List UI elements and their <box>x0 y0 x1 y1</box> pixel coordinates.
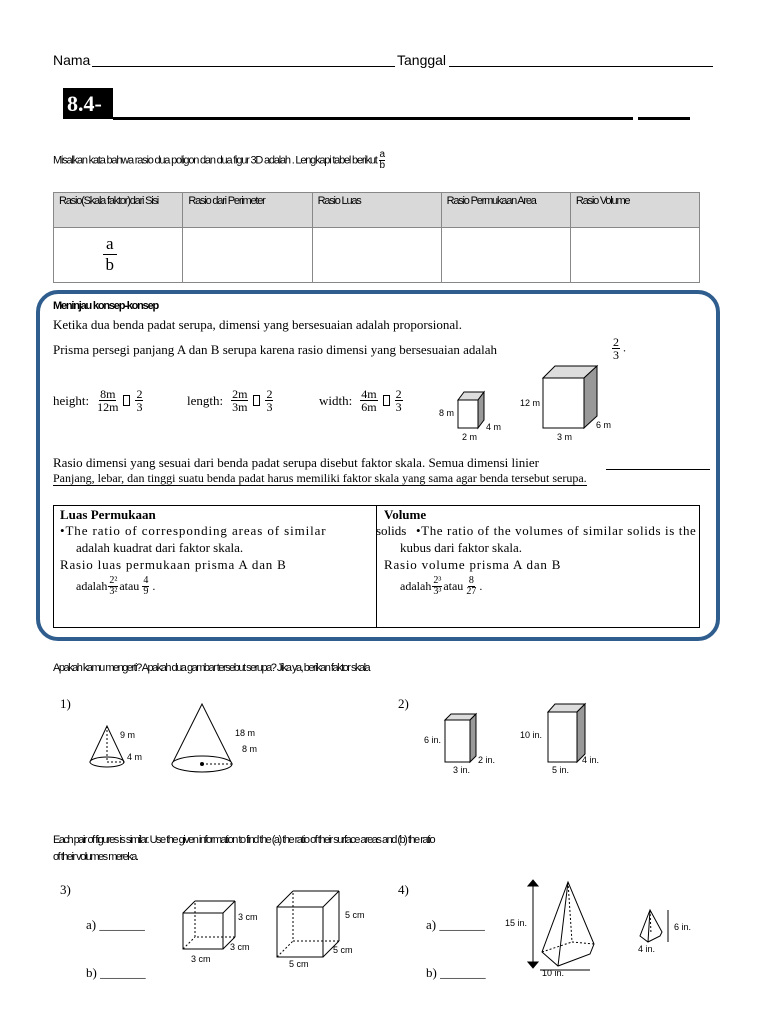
length-num: 2m <box>232 387 248 401</box>
height-label: height: <box>53 392 90 408</box>
problem3-b[interactable]: b) _______ <box>86 965 146 980</box>
cell-volume[interactable] <box>570 228 699 283</box>
luas-atau: atau <box>119 579 140 593</box>
cell-perimeter[interactable] <box>183 228 312 283</box>
pyramids-figure <box>500 876 730 981</box>
equals-box <box>253 395 260 406</box>
volume-atau: atau <box>443 579 464 593</box>
section2-instruction: Apakah kamu mengerti? Apakah dua gambar tersebut serupa? Jika ya, berikan faktor skala <box>53 662 370 674</box>
volume-title: Volume <box>384 507 427 522</box>
small-pyramid <box>640 910 668 942</box>
big-cone <box>172 704 257 772</box>
date-label: Tanggal <box>397 52 447 68</box>
big-pyramid-h: 15 in. <box>505 918 528 928</box>
width-ratio <box>319 388 406 413</box>
luas-frac-b <box>142 576 149 597</box>
concept-line1: Ketika dua benda padat serupa, dimensi yang bersesuaian adalah proporsional. <box>53 317 462 332</box>
cell-surface-area[interactable] <box>441 228 570 283</box>
small-cube <box>183 901 235 949</box>
ab-num: a <box>103 234 117 255</box>
length-fraction <box>231 388 248 413</box>
scale-factor-line2 <box>53 471 587 486</box>
name-label: Nama <box>53 52 91 68</box>
volume-line3: Rasio volume prisma A dan B <box>384 557 562 572</box>
ratio-den: 3 <box>613 348 619 362</box>
small-cone-slant: 9 m <box>120 730 136 740</box>
length-label: length: <box>187 392 224 408</box>
problem1-label: 1) <box>60 696 71 711</box>
height-den: 12m <box>97 400 119 414</box>
section3-instruction-line1: Each pair of figures is similar. Use the given information to find the (a) the ratio of their surface areas and (b) the ratio <box>53 834 435 846</box>
concept-ratio <box>612 336 626 361</box>
luas-result: adalah $\frac{\text{2²}}{\text{3²}}$ atau $\frac{4}{9}$ . <box>76 575 156 597</box>
length-result <box>265 388 273 413</box>
volume-result: adalah $\frac{\text{2³}}{\text{3³}}$ atau $\frac{8}{27}$ . <box>400 575 483 597</box>
volume-line1b: •The ratio of the volumes of similar solids is the <box>416 523 697 538</box>
small-pyramid-w: 4 in. <box>638 944 656 954</box>
intro-fraction <box>379 150 385 171</box>
small-cube-d: 3 cm <box>230 942 250 952</box>
volume-frac-a-num: 2³ <box>433 575 442 586</box>
big-cone-slant: 18 m <box>235 728 256 738</box>
prism-b <box>520 704 599 775</box>
volume-line1a: solids <box>376 523 407 538</box>
equals-box <box>383 395 390 406</box>
ratio-num: 2 <box>613 335 619 349</box>
big-cube-h: 5 cm <box>345 910 365 920</box>
small-prism-d: 4 m <box>486 422 502 432</box>
ratio-table <box>53 192 700 283</box>
small-cube-h: 3 cm <box>238 912 258 922</box>
volume-frac-b <box>466 576 476 597</box>
width-result-den: 3 <box>395 400 402 414</box>
ab-den: b <box>105 255 115 274</box>
big-prism-d: 6 m <box>596 420 612 430</box>
problem3-a[interactable]: a) _______ <box>86 917 145 932</box>
header-area: Rasio Luas <box>312 193 441 228</box>
header-volume: Rasio Volume <box>570 193 699 228</box>
small-cube-w: 3 cm <box>191 954 211 964</box>
problem4-a[interactable]: a) _______ <box>426 917 485 932</box>
problem2-label: 2) <box>398 696 409 711</box>
ratio-fraction <box>612 336 620 361</box>
title-blank-short[interactable] <box>638 117 690 120</box>
prism-b-d: 4 in. <box>582 755 600 765</box>
length-den: 3m <box>232 400 248 414</box>
small-prism-w: 2 m <box>462 432 478 442</box>
luas-line3: Rasio luas permukaan prisma A dan B <box>60 557 287 572</box>
big-pyramid <box>528 880 594 970</box>
width-result-num: 2 <box>395 387 402 401</box>
intro-frac-den: b <box>379 160 384 171</box>
prisms-figure <box>430 360 630 445</box>
luas-line1: •The ratio of corresponding areas of similar <box>60 523 327 538</box>
luas-title: Luas Permukaan <box>60 507 156 522</box>
ratio-table-header-row <box>54 193 700 228</box>
instructions-intro <box>53 150 385 171</box>
section3-instruction-line2: of their volumes mereka. <box>53 851 138 863</box>
height-ratio <box>53 388 146 413</box>
title-blank[interactable] <box>113 117 633 120</box>
height-result-num: 2 <box>136 387 143 401</box>
volume-frac-b-den: 27 <box>466 586 477 597</box>
problem3-label: 3) <box>60 882 71 897</box>
prism-a-d: 2 in. <box>478 755 496 765</box>
ratio-table-row <box>54 228 700 283</box>
small-cone-r: 4 m <box>127 752 143 762</box>
prisms2-figure <box>420 700 620 780</box>
intro-text: Misalkan kata bahwa rasio dua poligon dan dua figur 3D adalah . Lengkapi tabel berikut <box>53 154 377 167</box>
luas-line2: adalah kuadrat dari faktor skala. <box>76 540 244 555</box>
big-cube-w: 5 cm <box>289 959 309 969</box>
prism-b-w: 5 in. <box>552 765 570 775</box>
luas-frac-a-den: 3² <box>109 586 118 597</box>
luas-frac-b-den: 9 <box>143 586 149 597</box>
ratio-period: . <box>623 340 626 355</box>
concept-line2: Prisma persegi panjang A dan B serupa karena rasio dimensi yang bersesuaian adalah <box>53 342 498 357</box>
length-ratio <box>187 388 276 413</box>
concept-heading: Meninjau konsep-konsep <box>53 300 159 312</box>
problem4-b[interactable]: b) _______ <box>426 965 486 980</box>
prism-a <box>424 714 495 775</box>
prism-a-h: 6 in. <box>424 735 442 745</box>
big-cube-d: 5 cm <box>333 945 353 955</box>
cubes-figure <box>175 885 375 970</box>
prism-b-h: 10 in. <box>520 730 543 740</box>
date-blank[interactable] <box>449 66 713 67</box>
header-scale-factor: Rasio(Skala faktor)dari Sisi <box>54 193 183 228</box>
length-result-num: 2 <box>266 387 273 401</box>
volume-adalah: adalah <box>400 579 432 593</box>
scale-blank[interactable] <box>606 469 710 470</box>
name-blank[interactable] <box>92 66 395 67</box>
width-fraction <box>360 388 377 413</box>
length-result-den: 3 <box>266 400 273 414</box>
luas-frac-a-num: 2² <box>109 575 118 586</box>
prism-a-w: 3 in. <box>453 765 471 775</box>
cell-area[interactable] <box>312 228 441 283</box>
equals-box <box>123 395 130 406</box>
height-fraction <box>97 388 118 413</box>
height-num: 8m <box>100 387 116 401</box>
luas-frac-b-num: 4 <box>143 575 149 586</box>
big-prism-w: 3 m <box>557 432 573 442</box>
intro-frac-num: a <box>379 149 384 160</box>
problem4-label: 4) <box>398 882 409 897</box>
volume-frac-a-den: 3³ <box>433 586 442 597</box>
volume-line2: kubus dari faktor skala. <box>400 540 523 555</box>
width-den: 6m <box>361 400 377 414</box>
big-prism <box>520 366 611 442</box>
cell-scale-factor <box>54 228 183 283</box>
big-pyramid-w: 10 in. <box>542 968 565 978</box>
small-prism <box>439 392 501 442</box>
scale-line2-text: Panjang, lebar, dan tinggi suatu benda padat harus memiliki faktor skala yang sama agar benda tersebut serupa. <box>53 471 587 485</box>
height-result <box>135 388 143 413</box>
luas-frac-a <box>108 576 118 597</box>
header-surface-area: Rasio Permukaan Area <box>441 193 570 228</box>
scale-factor-line1: Rasio dimensi yang sesuai dari benda padat serupa disebut faktor skala. Semua dimensi linier <box>53 455 539 470</box>
width-result <box>395 388 403 413</box>
width-num: 4m <box>361 387 377 401</box>
height-result-den: 3 <box>136 400 143 414</box>
volume-frac-b-num: 8 <box>468 575 474 586</box>
volume-frac-a <box>432 576 442 597</box>
cones-figure <box>80 700 280 780</box>
header-perimeter: Rasio dari Perimeter <box>183 193 312 228</box>
small-prism-h: 8 m <box>439 408 455 418</box>
big-cone-r: 8 m <box>242 744 258 754</box>
lesson-number: 8.4- <box>63 88 113 119</box>
small-pyramid-h: 6 in. <box>674 922 692 932</box>
luas-adalah: adalah <box>76 579 108 593</box>
big-cube <box>277 891 339 957</box>
width-label: width: <box>319 392 353 408</box>
big-prism-h: 12 m <box>520 398 541 408</box>
small-cone <box>90 726 142 767</box>
ab-fraction <box>103 234 117 275</box>
